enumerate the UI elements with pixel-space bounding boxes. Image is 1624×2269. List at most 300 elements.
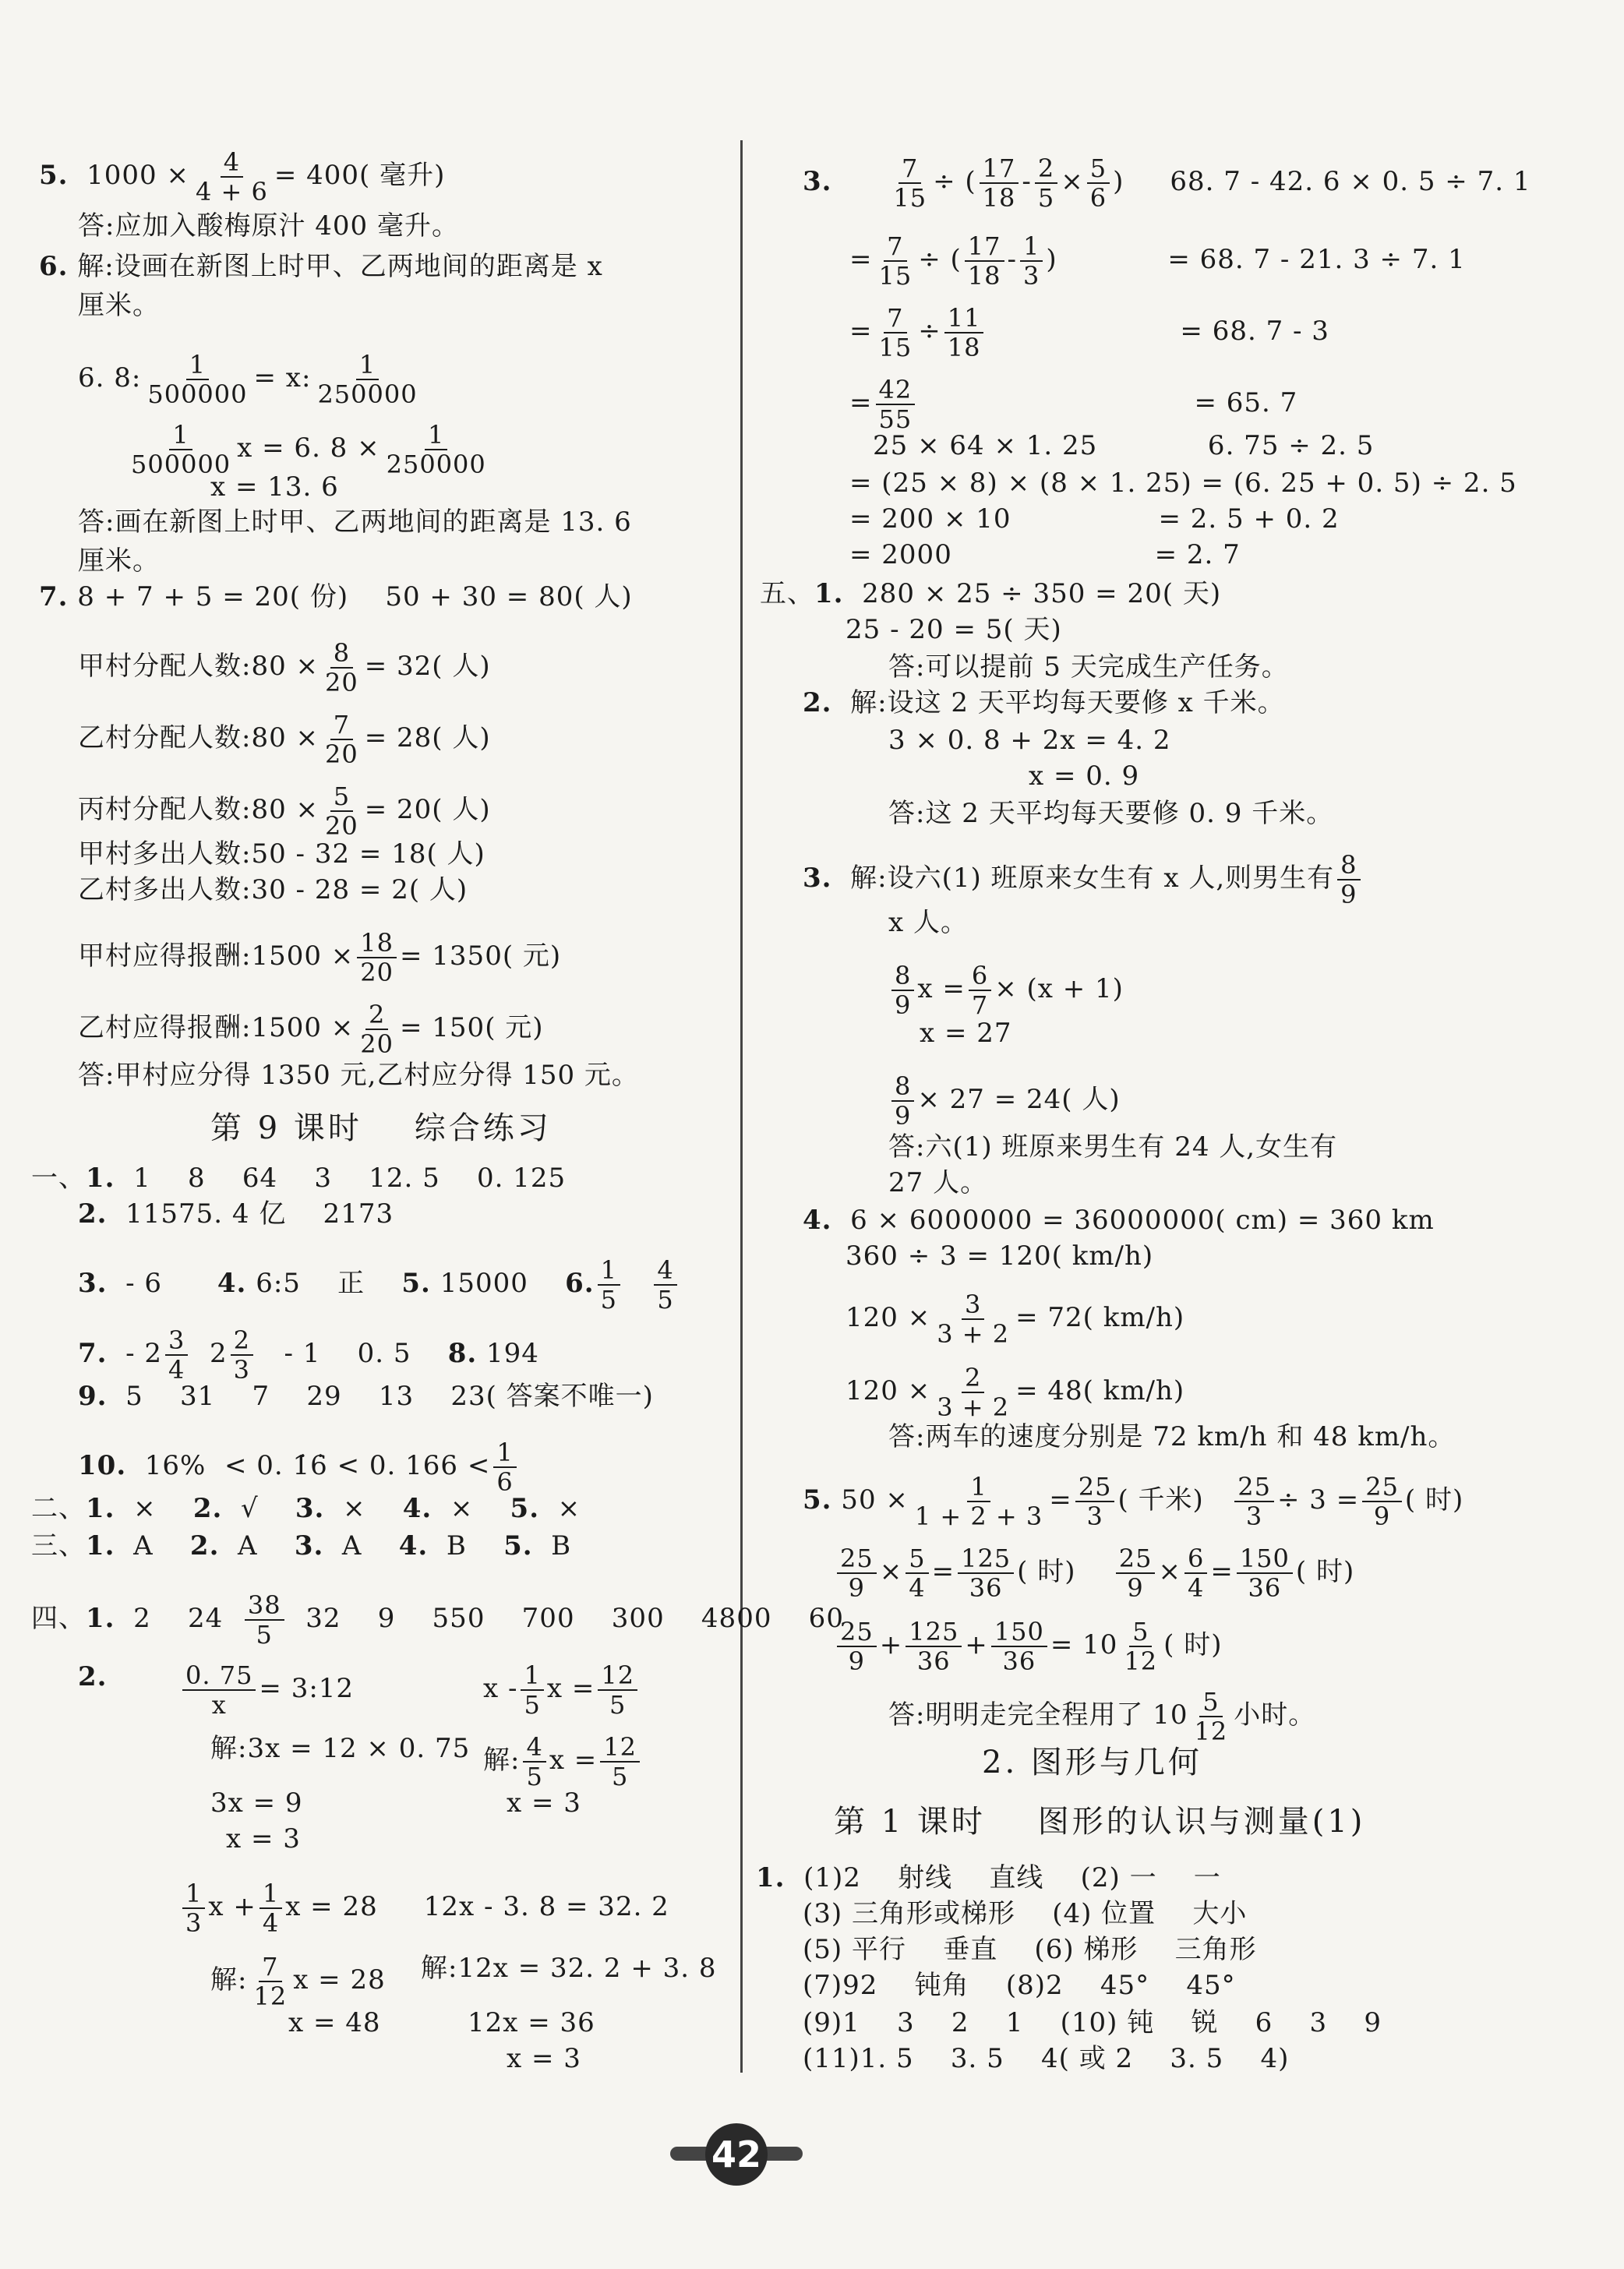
answer-text: = (931, 1556, 955, 1587)
answer-line (846, 1240, 1153, 1272)
fraction (980, 154, 1019, 212)
denominator: 4 + 6 (195, 177, 268, 206)
answer-line (78, 639, 491, 697)
answer-line (849, 232, 1466, 290)
numerator: 12 (598, 1661, 637, 1691)
answer-text: = 400( 毫升) (274, 160, 446, 191)
answer-text: ( 时) (1404, 1484, 1464, 1516)
answer-text: 四、 (31, 1603, 86, 1634)
answer-text: 答:画在新图上时甲、乙两地间的距离是 13. 6 (78, 506, 632, 538)
fraction (891, 1072, 914, 1130)
numerator: 17 (980, 154, 1019, 184)
question-number: 4. (803, 1205, 832, 1236)
numerator: 2 (365, 1000, 388, 1030)
question-number: 4. (402, 1493, 432, 1524)
answer-line (920, 1018, 1012, 1049)
numerator: 150 (991, 1618, 1047, 1647)
answer-text: 12x = 36 (468, 2007, 595, 2038)
answer-text: = 2000 = 2. 7 (849, 539, 1241, 570)
numerator: 25 (837, 1618, 877, 1647)
denominator: 4 (168, 1355, 185, 1385)
numerator: 4 (221, 148, 243, 178)
question-number: 8. (447, 1338, 478, 1369)
answer-text: 1000 × (68, 160, 189, 191)
answer-text: = 1350( 元) (400, 940, 562, 972)
answer-line (483, 1733, 643, 1791)
numerator: 4 (654, 1256, 676, 1286)
fraction (890, 154, 930, 212)
denominator: 3 + 2 (937, 1392, 1010, 1422)
fraction (322, 711, 362, 768)
answer-line (226, 1823, 301, 1854)
column-divider (740, 140, 743, 2073)
answer-line (888, 907, 968, 938)
answer-line (31, 1163, 566, 1194)
numerator: 3 (165, 1326, 188, 1356)
answer-text: × (115, 1493, 193, 1524)
answer-text: × (x + 1) (994, 973, 1124, 1004)
answer-line (210, 471, 339, 503)
answer-line (179, 1661, 354, 1719)
numerator: 17 (965, 232, 1004, 262)
denominator: 3 (233, 1355, 251, 1385)
answer-text: 答:应加入酸梅原汁 400 毫升。 (78, 210, 459, 242)
denominator: 5 (609, 1690, 627, 1720)
answer-line (125, 421, 492, 478)
fraction (958, 1544, 1014, 1602)
answer-line (78, 1661, 108, 1692)
answer-line (507, 1787, 581, 1819)
answer-text: x = 3 (507, 2043, 581, 2074)
numerator: 4 (523, 1733, 545, 1763)
denominator: 5 (256, 1620, 273, 1650)
numerator: 8 (1337, 851, 1360, 880)
answer-text: = (25 × 8) × (8 × 1. 25) = (6. 25 + 0. 5) ÷ 2. 5 (849, 468, 1517, 499)
denominator: 5 (524, 1690, 541, 1720)
fraction (192, 148, 271, 206)
numerator: 8 (891, 962, 914, 991)
denominator: 12 (253, 1981, 288, 2011)
numerator: 25 (1234, 1473, 1274, 1502)
answer-line (31, 1493, 581, 1524)
answer-text: × (539, 1493, 581, 1524)
answer-text: 16% < 0. 1̇6̇ < 0. 166 < (126, 1450, 491, 1481)
numerator: 25 (837, 1544, 877, 1574)
answer-line (78, 1326, 539, 1384)
question-number: 6. (565, 1268, 595, 1299)
denominator: 5 (657, 1285, 674, 1314)
fraction (1184, 1544, 1207, 1602)
answer-text: - (1007, 244, 1017, 275)
answer-text: 194 (477, 1338, 539, 1369)
answer-text: B (532, 1530, 572, 1561)
answer-text: = 150( 元) (400, 1012, 544, 1043)
answer-text: 1 8 64 3 12. 5 0. 125 (115, 1163, 567, 1194)
denominator: 36 (1248, 1573, 1282, 1603)
answer-text: = 28( 人) (364, 722, 491, 753)
answer-line (78, 1060, 639, 1091)
fraction (598, 1256, 620, 1314)
answer-text: = 200 × 10 = 2. 5 + 0. 2 (849, 503, 1340, 535)
fraction (912, 1473, 1046, 1530)
numerator: 38 (245, 1591, 284, 1621)
answer-text: 3 × 0. 8 + 2x = 4. 2 (888, 725, 1171, 756)
answer-line (78, 545, 160, 577)
page-number-badge (670, 2119, 803, 2190)
fraction (250, 1953, 290, 2010)
question-number: 5. (401, 1268, 431, 1299)
question-number: 1. (86, 1493, 115, 1524)
denominator: 9 (895, 1101, 912, 1131)
answer-line (210, 1787, 303, 1819)
answer-line (39, 251, 603, 282)
denominator: 5 (611, 1762, 629, 1791)
answer-text: × (1158, 1556, 1181, 1587)
fraction (906, 1618, 962, 1675)
answer-text: 120 × (846, 1375, 931, 1406)
answer-line (888, 1688, 1315, 1745)
answer-text: 25 × 64 × 1. 25 6. 75 ÷ 2. 5 (873, 430, 1375, 461)
answer-text: = 32( 人) (364, 651, 491, 682)
question-number: 3. (295, 1493, 325, 1524)
answer-line (78, 874, 468, 905)
denominator: 4 (909, 1573, 926, 1603)
fraction (144, 351, 250, 408)
answer-text: x = 27 (920, 1018, 1012, 1049)
answer-line (888, 1421, 1455, 1452)
fraction (965, 232, 1004, 290)
answer-text: 6:5 正 (246, 1268, 402, 1299)
fraction (493, 1438, 516, 1496)
answer-line (78, 506, 632, 538)
answer-line (78, 1381, 654, 1412)
fraction (231, 1326, 253, 1384)
numerator: 1 (356, 351, 379, 380)
numerator: 18 (357, 929, 397, 958)
answer-text: 解:12x = 32. 2 + 3. 8 (421, 1953, 717, 1984)
answer-text: 解:设这 2 天平均每天要修 x 千米。 (831, 687, 1285, 718)
fraction (165, 1326, 188, 1384)
answer-line (849, 468, 1517, 499)
fraction (259, 1879, 282, 1937)
answer-line (78, 782, 491, 840)
denominator: 3 (1086, 1501, 1103, 1531)
answer-line (834, 1618, 1223, 1675)
answer-text: = 68. 7 - 3 (987, 316, 1329, 347)
numerator: 5 (330, 782, 353, 812)
answer-text: 6. 8: (78, 362, 142, 393)
numerator: 25 (1116, 1544, 1156, 1574)
answer-text: 丙村分配人数:80 × (78, 794, 320, 825)
answer-text: 第 9 课时 综合练习 (210, 1110, 552, 1146)
answer-text: - 1 0. 5 (256, 1338, 448, 1369)
answer-text: 一、 (31, 1163, 86, 1194)
answer-text: ( 时) (1163, 1629, 1223, 1660)
question-number: 5. (803, 1484, 832, 1516)
question-number: 4. (398, 1530, 429, 1561)
denominator: 20 (325, 668, 358, 697)
answer-text: (3) 三角形或梯形 (4) 位置 大小 (803, 1898, 1248, 1929)
answer-text: 三、 (31, 1530, 86, 1561)
denominator: 18 (967, 261, 1001, 291)
answer-text: x = 6. 8 × (237, 432, 380, 464)
answer-text: ÷ ( (918, 244, 962, 275)
answer-line (210, 1953, 386, 2010)
numerator: 0. 75 (182, 1661, 256, 1691)
answer-line (483, 1661, 641, 1719)
answer-text: = 20( 人) (364, 794, 491, 825)
answer-text: x + (208, 1891, 256, 1922)
answer-text: (11)1. 5 3. 5 4( 或 2 3. 5 4) (803, 2043, 1290, 2074)
fraction (523, 1733, 545, 1791)
numerator: 1 (182, 1879, 205, 1909)
answer-text: 27 人。 (888, 1167, 988, 1198)
answer-text: 6 × 6000000 = 36000000( cm) = 360 km (831, 1205, 1435, 1236)
numerator: 7 (259, 1953, 281, 1982)
answer-text: = (1049, 1484, 1072, 1516)
page-number: 42 (705, 2123, 768, 2186)
fraction (1337, 851, 1360, 909)
answer-line (849, 376, 1297, 433)
answer-text: 甲村分配人数:80 × (78, 651, 320, 682)
answer-text: = 10 (1050, 1629, 1118, 1660)
answer-text: 厘米。 (78, 545, 160, 577)
numerator: 1 (493, 1438, 516, 1468)
denominator: 5 (526, 1762, 543, 1791)
section-heading (210, 1110, 552, 1146)
fraction (876, 376, 916, 433)
answer-text: 答:两车的速度分别是 72 km/h 和 48 km/h。 (888, 1421, 1456, 1452)
question-number: 6. (39, 251, 69, 282)
numerator: 2 (962, 1364, 984, 1393)
answer-text: x = 3 (226, 1823, 301, 1854)
answer-line (39, 148, 445, 206)
answer-text: = 3:12 (259, 1673, 355, 1704)
numerator: 12 (600, 1733, 640, 1763)
fraction (991, 1618, 1047, 1675)
fraction (876, 304, 916, 362)
question-number: 3. (803, 863, 832, 894)
answer-text (623, 1268, 651, 1299)
numerator: 11 (944, 304, 984, 333)
answer-text: 五、 (760, 578, 814, 609)
numerator: 8 (891, 1072, 914, 1102)
answer-line (760, 578, 1221, 609)
answer-text: 甲村多出人数:50 - 32 = 18( 人) (78, 838, 485, 870)
answer-line (888, 1167, 987, 1198)
answer-text: - (1022, 166, 1032, 197)
numerator: 25 (1362, 1473, 1402, 1502)
numerator: 3 (962, 1290, 984, 1320)
denominator: 12 (1194, 1717, 1228, 1746)
numerator: 5 (906, 1544, 928, 1574)
answer-text: ) = 68. 7 - 21. 3 ÷ 7. 1 (1046, 244, 1466, 275)
fraction (322, 782, 362, 840)
answer-text: 2 (191, 1338, 228, 1369)
answer-text: x = 3 (507, 1787, 581, 1819)
numerator: 7 (884, 232, 906, 262)
fraction (1035, 154, 1057, 212)
denominator: 3 + 2 (937, 1319, 1010, 1349)
answer-text: 乙村应得报酬:1500 × (78, 1012, 355, 1043)
fraction (1121, 1618, 1160, 1675)
answer-text: ) 68. 7 - 42. 6 × 0. 5 ÷ 7. 1 (1113, 166, 1531, 197)
fraction (1362, 1473, 1402, 1530)
answer-text: A (115, 1530, 190, 1561)
fraction (837, 1544, 877, 1602)
answer-text: x = 0. 9 (1029, 760, 1140, 792)
denominator: 20 (325, 739, 358, 769)
answer-text: (7)92 钝角 (8)2 45° 45° (803, 1970, 1236, 2001)
denominator: 250000 (386, 450, 486, 479)
denominator: 3 (185, 1908, 203, 1938)
numerator: 7 (898, 154, 921, 184)
answer-text: ( 时) (1295, 1556, 1355, 1587)
question-number: 1. (86, 1530, 115, 1561)
answer-text: 8 + 7 + 5 = 20( 份) 50 + 30 = 80( 人) (68, 581, 633, 612)
answer-line (468, 2007, 595, 2038)
answer-text: = (849, 387, 873, 418)
denominator: 500000 (147, 379, 248, 409)
fraction (357, 929, 397, 986)
answer-text: (5) 平行 垂直 (6) 梯形 三角形 (803, 1934, 1257, 1965)
denominator: 20 (360, 958, 394, 987)
answer-text: - 2 (107, 1338, 163, 1369)
answer-text: 乙村多出人数:30 - 28 = 2( 人) (78, 874, 468, 905)
question-number: 3. (294, 1530, 324, 1561)
answer-text: 答:这 2 天平均每天要修 0. 9 千米。 (888, 798, 1334, 829)
answer-line (849, 503, 1340, 535)
denominator: 18 (947, 333, 981, 362)
numerator: 150 (1237, 1544, 1293, 1574)
answer-line (288, 2007, 381, 2038)
fraction (357, 1000, 397, 1058)
fraction (969, 962, 991, 1019)
fraction (1087, 154, 1110, 212)
answer-text: x - (483, 1673, 518, 1704)
answer-text: × (324, 1493, 403, 1524)
answer-line (888, 798, 1333, 829)
denominator: 1 + 2 + 3 (914, 1501, 1043, 1531)
denominator: 15 (878, 333, 913, 362)
answer-line (507, 2043, 581, 2074)
answer-text: √ (222, 1493, 295, 1524)
numerator: 7 (330, 711, 353, 740)
fraction (944, 304, 984, 362)
denominator: 36 (916, 1646, 951, 1676)
numerator: 2 (231, 1326, 253, 1356)
question-number: 4. (217, 1268, 247, 1299)
answer-text: 2 24 (115, 1603, 242, 1634)
denominator: 9 (1127, 1573, 1144, 1603)
answer-line (78, 1256, 680, 1314)
answer-text: 答:可以提前 5 天完成生产任务。 (888, 651, 1289, 683)
answer-line (1029, 760, 1139, 792)
question-number: 5. (510, 1493, 540, 1524)
answer-text: ( 时) (1017, 1556, 1113, 1587)
answer-text: 解:设六(1) 班原来女生有 x 人,则男生有 (831, 863, 1335, 894)
answer-line (421, 1953, 717, 1984)
numerator: 125 (958, 1544, 1014, 1574)
numerator: 7 (884, 304, 906, 333)
answer-text: 120 × (846, 1302, 931, 1333)
fraction (521, 1661, 543, 1719)
answer-text: 答:甲村应分得 1350 元,乙村应分得 150 元。 (78, 1060, 639, 1091)
fraction (1192, 1688, 1231, 1745)
denominator: 15 (878, 261, 913, 291)
answer-text: (9)1 3 2 1 (10) 钝 锐 6 3 9 (803, 2007, 1382, 2038)
denominator: 9 (848, 1646, 866, 1676)
numerator: 6 (1184, 1544, 1207, 1574)
numerator: 25 (1075, 1473, 1115, 1502)
answer-line (803, 1934, 1257, 1965)
answer-text: x = 28 (293, 1964, 386, 1996)
answer-text: 乙村分配人数:80 × (78, 722, 320, 753)
numerator: 5 (1199, 1688, 1222, 1717)
answer-line (78, 929, 561, 986)
answer-line (803, 851, 1364, 909)
answer-text (832, 166, 888, 197)
question-number: 3. (78, 1268, 108, 1299)
denominator: 20 (360, 1029, 394, 1059)
question-number: 2. (78, 1661, 108, 1692)
answer-line (78, 290, 160, 321)
answer-line (834, 1544, 1354, 1602)
answer-text: 解:设画在新图上时甲、乙两地间的距离是 x (68, 251, 603, 282)
question-number: 1. (814, 578, 844, 609)
question-number: 9. (78, 1381, 108, 1412)
numerator: 5 (1129, 1618, 1152, 1647)
numerator: 1 (259, 1879, 282, 1909)
question-number: 1. (756, 1862, 786, 1893)
denominator: 6 (496, 1467, 514, 1497)
denominator: 9 (1373, 1501, 1391, 1531)
denominator: 3 (1245, 1501, 1263, 1531)
question-number: 1. (86, 1163, 115, 1194)
answer-line (803, 687, 1285, 718)
numerator: 1 (598, 1256, 620, 1286)
answer-text: x = 28 12x - 3. 8 = 32. 2 (285, 1891, 669, 1922)
numerator: 125 (906, 1618, 962, 1647)
denominator: 5 (600, 1285, 617, 1314)
answer-text: × (432, 1493, 510, 1524)
denominator: 55 (878, 404, 913, 434)
answer-line (78, 1438, 520, 1496)
answer-text: + (965, 1629, 988, 1660)
fraction (891, 962, 914, 1019)
answer-line (78, 351, 424, 408)
question-number: 7. (78, 1338, 108, 1369)
answer-line (803, 1205, 1435, 1236)
answer-text: × 27 = 24( 人) (917, 1084, 1121, 1115)
fraction (600, 1733, 640, 1791)
question-number: 1. (86, 1603, 115, 1634)
denominator: 9 (1340, 880, 1357, 909)
answer-line (888, 1072, 1121, 1130)
answer-line (888, 962, 1124, 1019)
numerator: 1 (169, 421, 192, 450)
denominator: 9 (895, 990, 912, 1020)
denominator: 7 (971, 990, 989, 1020)
denominator: 4 (262, 1908, 280, 1938)
answer-line (210, 1733, 470, 1764)
fraction (598, 1661, 637, 1719)
numerator: 1 (425, 421, 447, 450)
answer-text: 第 1 课时 图形的认识与测量(1) (834, 1804, 1366, 1840)
answer-line (803, 2007, 1382, 2038)
answer-text: ÷ 3 = (1276, 1484, 1360, 1516)
answer-line (846, 614, 1062, 645)
